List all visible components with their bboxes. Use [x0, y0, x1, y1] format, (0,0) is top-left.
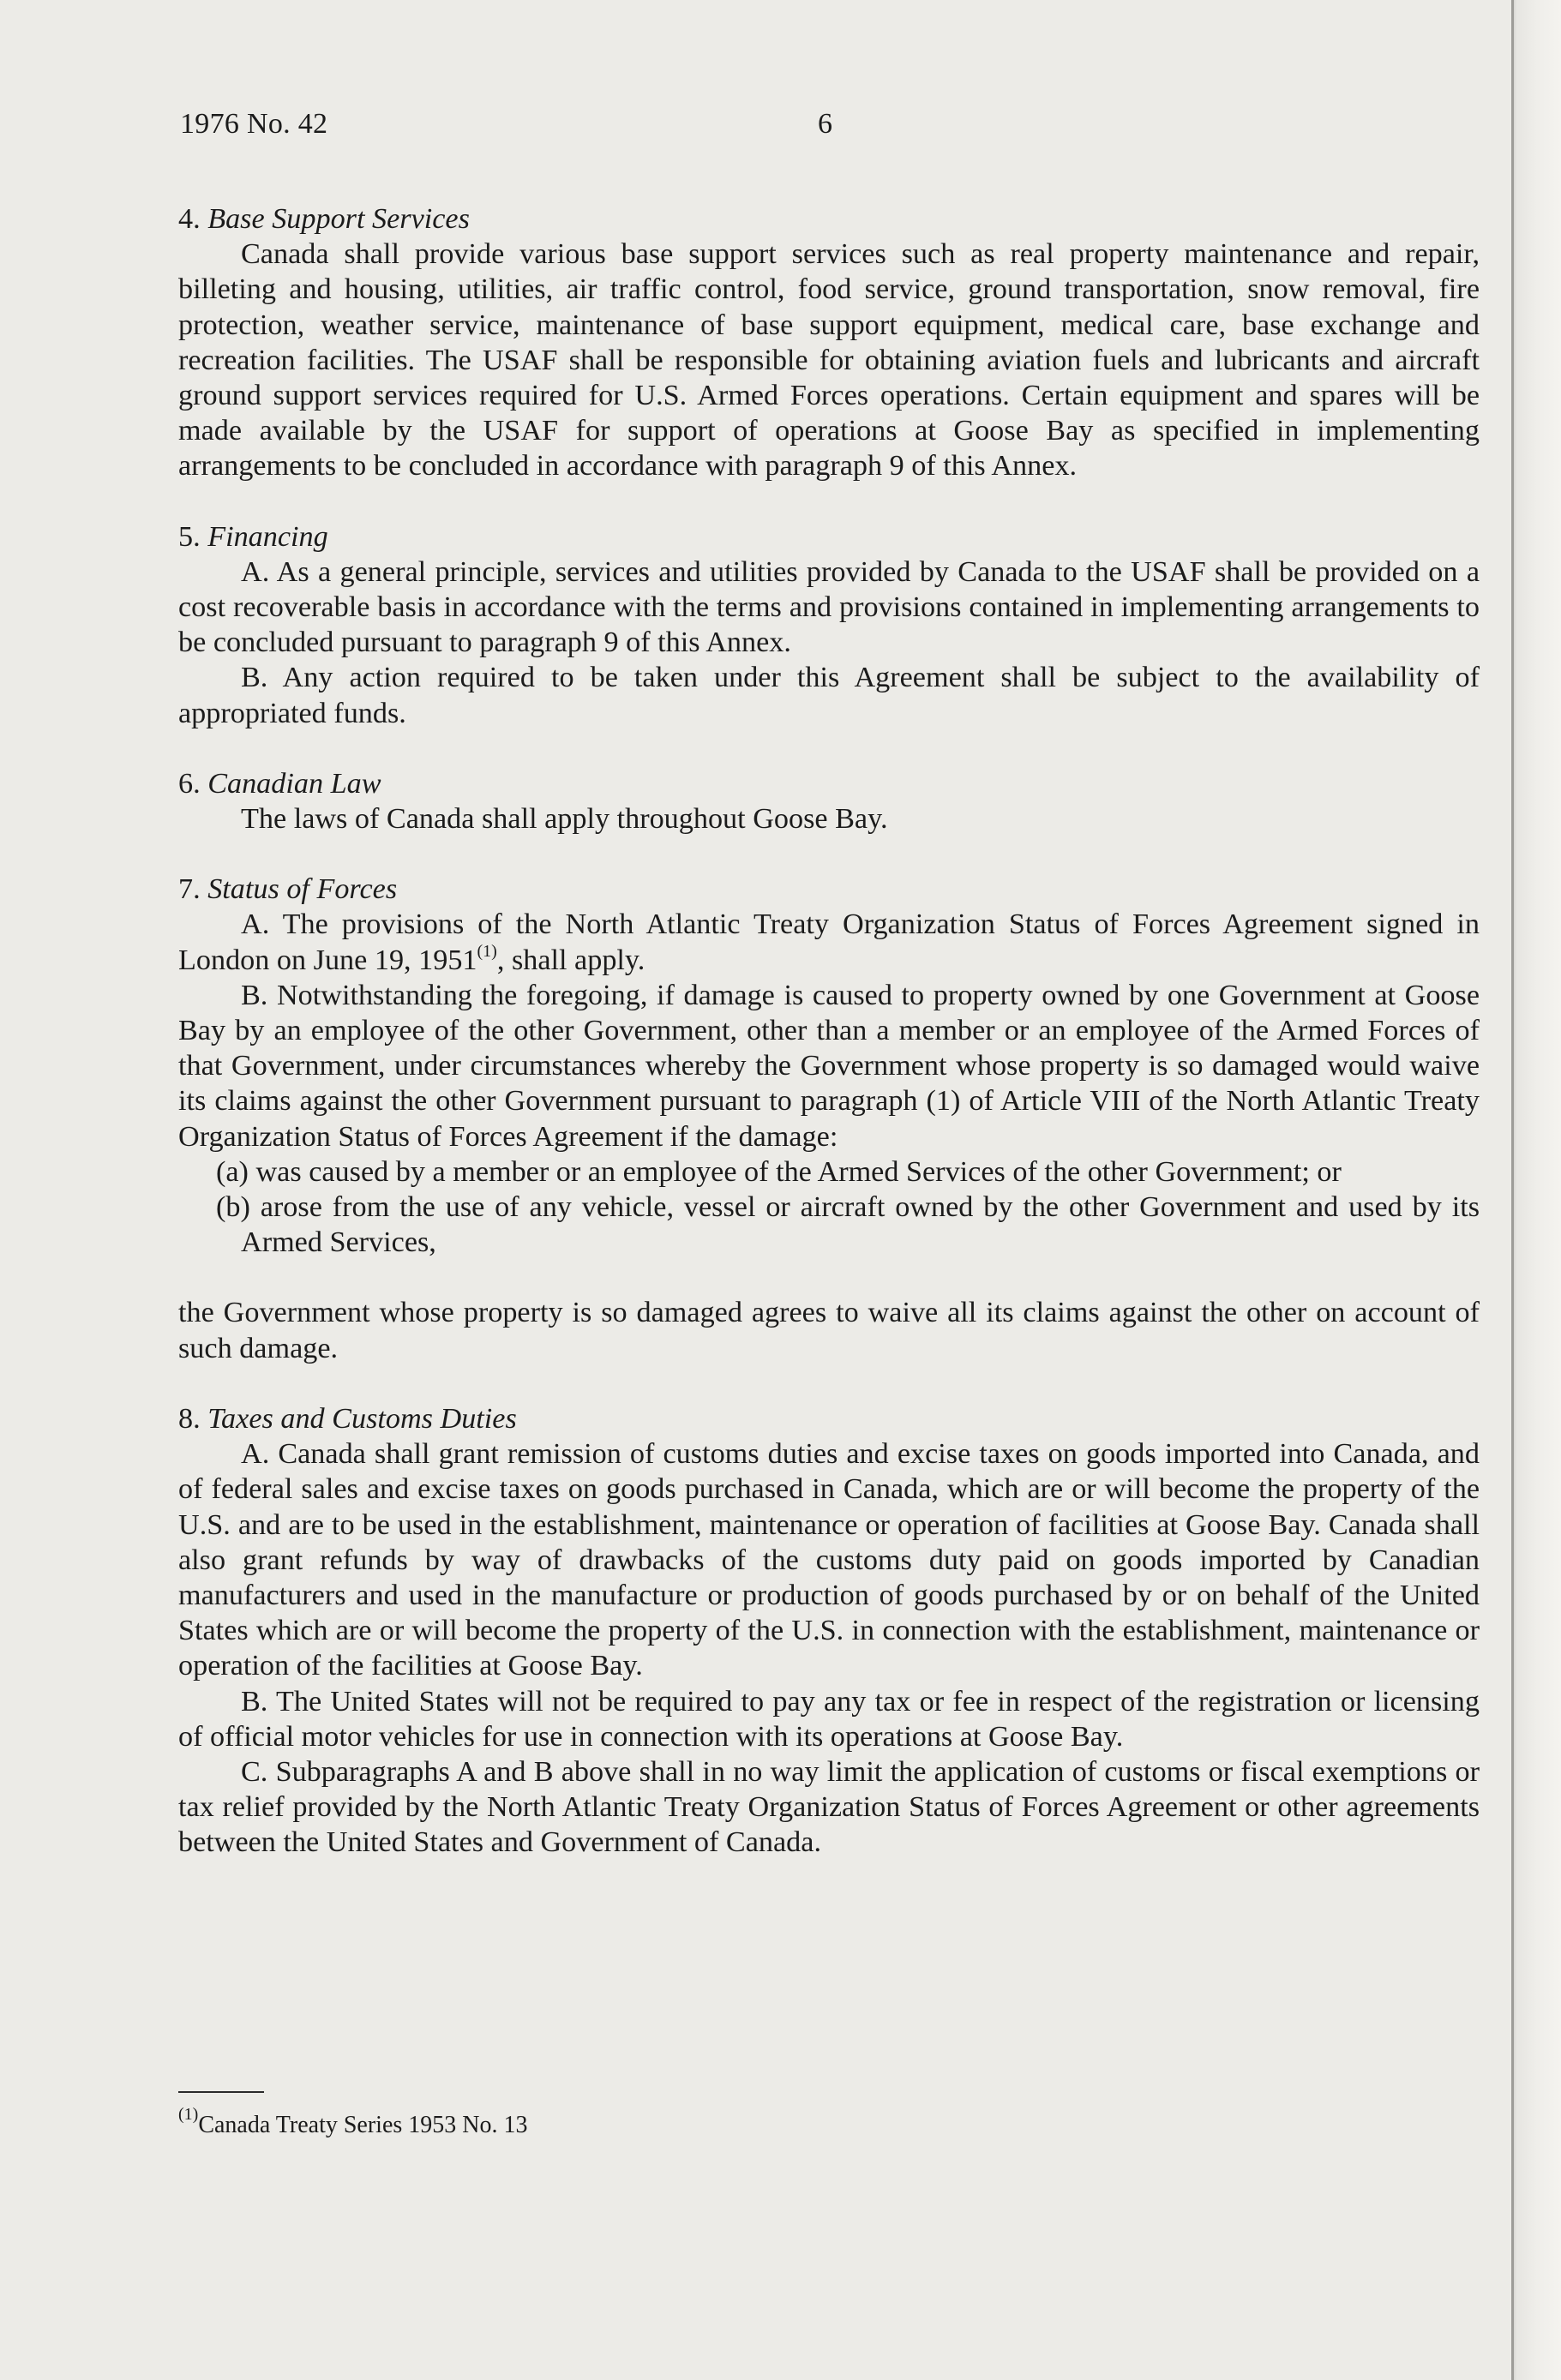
page-number: 6	[818, 108, 833, 140]
footnote-reference: (1)	[477, 941, 497, 961]
paragraph: the Government whose property is so damaged agrees to waive all its claims against the other on account of such damage.	[178, 1297, 1480, 1364]
section-canadian-law	[178, 766, 1480, 836]
series-number: 1976 No. 42	[180, 108, 328, 140]
section-heading: 4. Base Support Services	[178, 203, 470, 235]
paragraph: B. Notwithstanding the foregoing, if damage is caused to property owned by one Government at Goose Bay by an employee of the other Government, other than a member or an employee of the Armed Forces of that Government, under circumstances whereby the Government whose property is so damaged would waive its claims against the other Government pursuant to paragraph (1) of Article VIII of the North Atlantic Treaty Organization Status of Forces Agreement if the damage:	[178, 979, 1480, 1153]
page-edge	[1511, 0, 1561, 2380]
section-taxes-and-customs-duties	[178, 1401, 1480, 1861]
section-heading: 8. Taxes and Customs Duties	[178, 1402, 517, 1435]
footnote	[178, 2091, 528, 2139]
list-item: (a) was caused by a member or an employee of the Armed Services of the other Government; or	[216, 1155, 1342, 1188]
paragraph: B. Any action required to be taken under this Agreement shall be subject to the availability of appropriated funds.	[178, 662, 1480, 729]
section-base-support-services	[178, 201, 1480, 484]
footnote-text: Canada Treaty Series 1953 No. 13	[198, 2112, 528, 2138]
paragraph: A. Canada shall grant remission of customs duties and excise taxes on goods imported into Canada, and of federal sales and excise taxes on goods purchased in Canada, which are or will become the property of the U.S. and are to be used in the establishment, maintenance or operation of facilities at Goose Bay. Canada shall also grant refunds by way of drawbacks of the customs duty paid on goods imported by Canadian manufacturers and used in the manufacture or production of goods purchased by or on behalf of the United States which are or will become the property of the U.S. in connection with the establishment, maintenance or operation of the facilities at Goose Bay.	[178, 1438, 1480, 1682]
paragraph: A. The provisions of the North Atlantic Treaty Organization Status of Forces Agreement signed in London on June 19, 1951$^{(1)}$, shall apply.	[178, 908, 1480, 976]
paragraph: The laws of Canada shall apply throughout Goose Bay.	[241, 803, 888, 836]
section-financing	[178, 519, 1480, 731]
section-heading: 6. Canadian Law	[178, 767, 381, 800]
section-heading: 5. Financing	[178, 520, 328, 553]
paragraph: B. The United States will not be required to pay any tax or fee in respect of the registration or licensing of official motor vehicles for use in connection with its operations at Goose Bay.	[178, 1685, 1480, 1753]
footnote-marker: (1)	[178, 2105, 199, 2124]
footnote-rule	[178, 2091, 264, 2093]
paragraph: Canada shall provide various base support services such as real property maintenance and repair, billeting and housing, utilities, air traffic control, food service, ground transportation, snow removal, fire protection, weather service, maintenance of base support equipment, medical care, base exchange and recreation facilities. The USAF shall be responsible for obtaining aviation fuels and lubricants and aircraft ground support services required for U.S. Armed Forces operations. Certain equipment and spares will be made available by the USAF for support of operations at Goose Bay as specified in implementing arrangements to be concluded in accordance with paragraph 9 of this Annex.	[178, 238, 1480, 483]
paragraph: A. As a general principle, services and utilities provided by Canada to the USAF shall be provided on a cost recoverable basis in accordance with the terms and provisions contained in implementing arrangements to be concluded pursuant to paragraph 9 of this Annex.	[178, 555, 1480, 659]
section-status-of-forces	[178, 872, 1480, 1366]
section-heading: 7. Status of Forces	[178, 873, 398, 906]
document-body	[178, 201, 1480, 1896]
list-item: (b) arose from the use of any vehicle, vessel or aircraft owned by the other Government and used by its Armed Services,	[216, 1191, 1480, 1259]
paragraph: C. Subparagraphs A and B above shall in no way limit the application of customs or fiscal exemptions or tax relief provided by the North Atlantic Treaty Organization Status of Forces Agreement or other agreements between the United States and Government of Canada.	[178, 1755, 1480, 1859]
